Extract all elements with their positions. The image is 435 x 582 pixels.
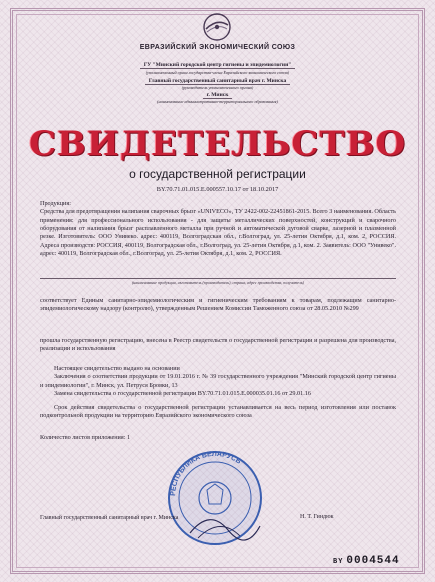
basis-line-2: Заключения о соответствии продукции от 19.01.2016 г. № 39 государственного учреждения "Минский городской центр гигиены и эпидемиологии", г. Минск, ул. Петруся Бровки, 13 [40,373,396,389]
serial-prefix: BY [333,558,344,566]
city: г. Минск [203,92,233,99]
basis-line-3: Замена свидетельства о государственной регистрации BY.70.71.01.015.E.000035.01.16 от 29.01.16 [54,390,311,398]
basis-section [40,365,396,398]
certificate-title: СВИДЕТЕЛЬСТВО [28,124,407,164]
serial-number [333,555,400,567]
authority: Главный государственный санитарный врач г. Минска [145,78,291,85]
attachment-sheets: Количество листов приложения: 1 [40,434,131,441]
product-section [40,200,396,259]
compliance-text: соответствует Единым санитарно-эпидемиологическим и гигиеническим требованиям к товарам, подлежащим санитарно-эпидемиологическому надзору (контролю), утвержденным Решением Комиссии Таможенного союза от 28.05.2010 №299 [40,297,396,313]
validity-text: Срок действия свидетельства о государственной регистрации устанавливается на весь период изготовления или поставок подконтрольной продукции на территорию Евразийского экономического союза [40,404,396,420]
eaeu-emblem-icon [202,12,232,42]
city-row [0,92,435,99]
product-label: Продукция: [40,200,71,207]
registration-number: BY.70.71.01.015.E.000557.10.17 от 18.10.2017 [156,186,279,193]
seal-text: РЕСПУБЛИКА БЕЛАРУСЬ [169,450,242,497]
union-heading: ЕВРАЗИЙСКИЙ ЭКОНОМИЧЕСКИЙ СОЮЗ [139,44,296,51]
issuing-organization-note: (уполномоченный орган государства-члена Евразийского экономического союза) [145,70,290,75]
authority-note: (руководитель уполномоченного органа) [181,85,254,90]
product-description: Средства для предотвращения налипания сварочных брызг «UNIVECO», ТУ 2422-002-22451861-2015. Всего 3 наименования. Область применения: для профессионального использования - для защиты металлических поверхностей, конструкций и сварочного оборудования от налипания брызг расплавленного металла при ручной и автоматической дуговой сварке, лазерной и плазменной резке. Изготовитель: ООО Унивеко. адрес: 400119, Волгоградская обл., г.Волгоград, ул. 25-летия Октября, д.1, ком. 2, РОССИЯ. Адреса производств: РОССИЯ, 400119, Волгоградская обл., г.Волгоград, ул. 25-летия Октября, д.1, ком. 2. Заявитель: ООО "Унивеко". адрес: 400119, Волгоградская обл., г.Волгоград, ул. 25-летия Октября, д.1, ком. 2, РОССИЯ. [40,208,396,258]
issuing-organization-row [0,62,435,69]
city-note: (наименование административно-территориального образования) [157,99,278,104]
certificate-subtitle: о государственной регистрации [129,167,306,181]
authority-row [0,78,435,85]
official-seal-icon [150,438,280,558]
issuing-organization: ГУ "Минский городской центр гигиены и эпидемиологии" [140,62,296,69]
serial-digits: 0004544 [346,555,400,567]
signer-name: Н. Т. Гиндюк [300,514,334,520]
basis-line-1: Настоящее свидетельство выдано на основании [54,365,180,372]
product-note: (наименование продукции, изготовитель (производитель), страна, адрес производства, получатель) [40,278,396,285]
registration-text: прошла государственную регистрацию, внесена в Реестр свидетельств о государственной регистрации и разрешена для производства, реализации и использования [40,337,396,353]
signer-position: Главный государственный санитарный врач г. Минска [40,515,179,521]
